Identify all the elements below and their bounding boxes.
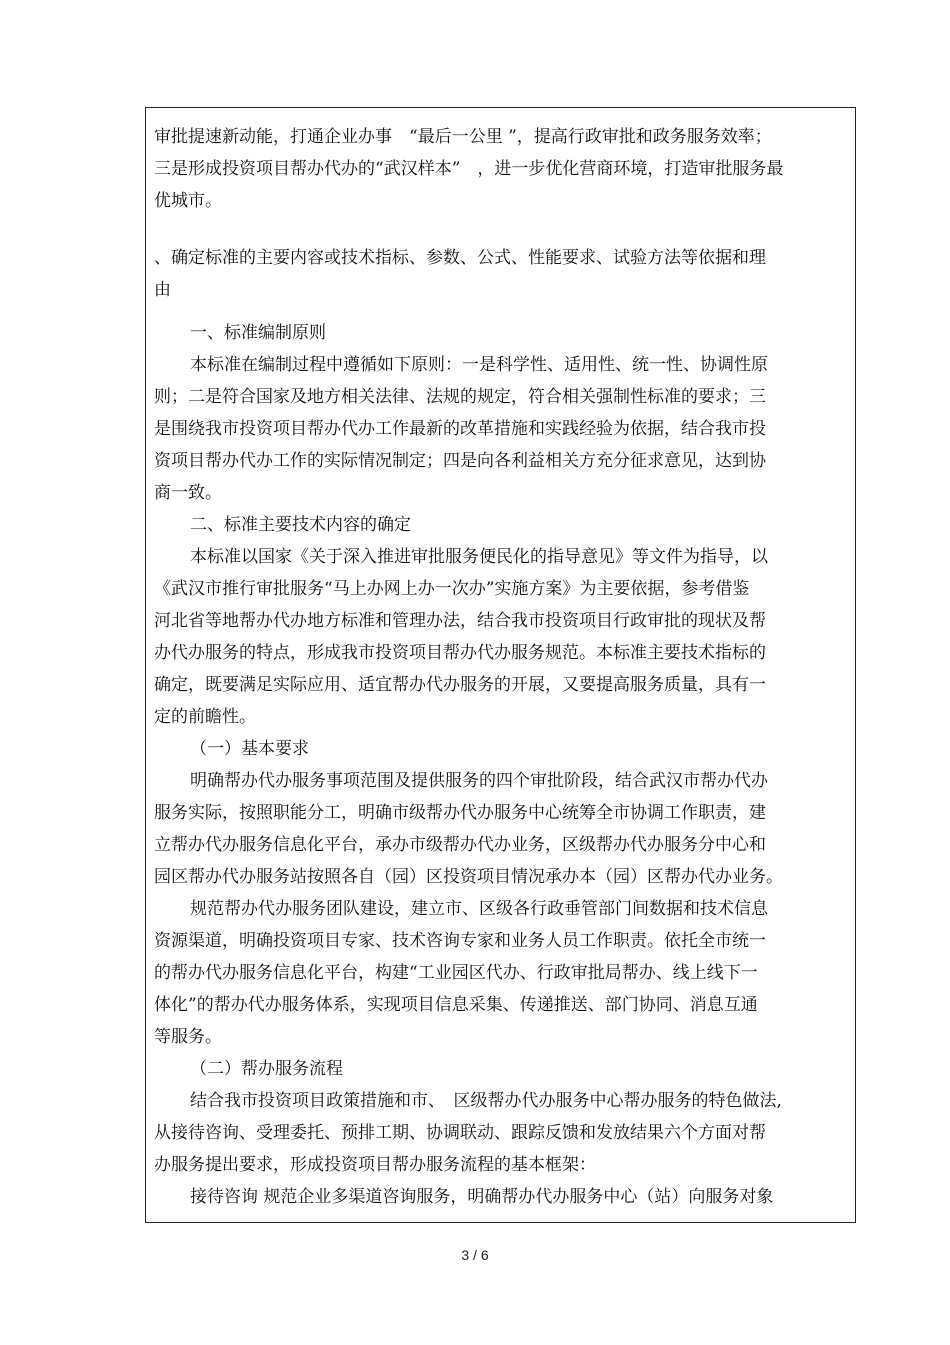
text-line: 办服务提出要求，形成投资项目帮办服务流程的基本框架：: [154, 1155, 596, 1175]
text-line: 立帮办代办服务信息化平台，承办市级帮办代办业务，区级帮办代办服务分中心和: [154, 835, 766, 855]
text-line: 确定，既要满足实际应用、适宜帮办代办服务的开展，又要提高服务质量，具有一: [154, 675, 766, 695]
section-heading: 、确定标准的主要内容或技术指标、参数、公式、性能要求、试验方法等依据和理: [154, 248, 766, 268]
text-line: 结合我市投资项目政策措施和市、 区级帮办代办服务中心帮办服务的特色做法,: [190, 1091, 782, 1111]
text-line: 本标准以国家《关于深入推进审批服务便民化的指导意见》等文件为指导，以: [190, 547, 768, 567]
text-line: 审批提速新动能，打通企业办事 “最后一公里 ”，提高行政审批和政务服务效率；: [154, 127, 772, 147]
text-line: 的帮办代办服务信息化平台，构建“工业园区代办、行政审批局帮办、线上线下一: [154, 963, 758, 983]
subsection-heading: 二、标准主要技术内容的确定: [190, 515, 411, 535]
subsection-heading: （一）基本要求: [190, 739, 309, 759]
text-line: 资源渠道，明确投资项目专家、技术咨询专家和业务人员工作职责。依托全市统一: [154, 931, 766, 951]
text-line: 本标准在编制过程中遵循如下原则：一是科学性、适用性、统一性、协调性原: [190, 355, 768, 375]
text-line: 则；二是符合国家及地方相关法律、法规的规定，符合相关强制性标准的要求；三: [154, 387, 766, 407]
text-line: 河北省等地帮办代办地方标准和管理办法，结合我市投资项目行政审批的现状及帮: [154, 611, 766, 631]
text-line: 明确帮办代办服务事项范围及提供服务的四个审批阶段，结合武汉市帮办代办: [190, 771, 768, 791]
text-line: 规范帮办代办服务团队建设，建立市、区级各行政垂管部门间数据和技术信息: [190, 899, 768, 919]
text-line: 接待咨询 规范企业多渠道咨询服务，明确帮办代办服务中心（站）向服务对象: [190, 1187, 774, 1207]
text-line: 等服务。: [154, 1027, 222, 1047]
subsection-heading: （二）帮办服务流程: [190, 1059, 343, 1079]
text-line: 园区帮办代办服务站按照各自（园）区投资项目情况承办本（园）区帮办代办业务。: [154, 867, 783, 887]
text-line: 《武汉市推行审批服务“马上办网上办一次办”实施方案》为主要依据，参考借鉴: [154, 579, 750, 599]
text-line: 优城市。: [154, 191, 222, 211]
text-line: 资项目帮办代办工作的实际情况制定；四是向各利益相关方充分征求意见，达到协: [154, 451, 766, 471]
subsection-heading: 一、标准编制原则: [190, 323, 326, 343]
text-line: 体化”的帮办代办服务体系，实现项目信息采集、传递推送、部门协同、消息互通: [154, 995, 758, 1015]
text-line: 是围绕我市投资项目帮办代办工作最新的改革措施和实践经验为依据，结合我市投: [154, 419, 766, 439]
text-line: 定的前瞻性。: [154, 707, 256, 727]
text-line: 办代办服务的特点，形成我市投资项目帮办代办服务规范。本标准主要技术指标的: [154, 643, 766, 663]
section-heading: 由: [154, 280, 171, 300]
page-number: 3 / 6: [461, 1247, 489, 1263]
text-line: 从接待咨询、受理委托、预排工期、协调联动、跟踪反馈和发放结果六个方面对帮: [154, 1123, 766, 1143]
document-frame: [145, 107, 856, 1223]
text-line: 三是形成投资项目帮办代办的“武汉样本” ，进一步优化营商环境，打造审批服务最: [154, 159, 784, 179]
text-line: 服务实际，按照职能分工，明确市级帮办代办服务中心统筹全市协调工作职责，建: [154, 803, 766, 823]
text-line: 商一致。: [154, 483, 222, 503]
